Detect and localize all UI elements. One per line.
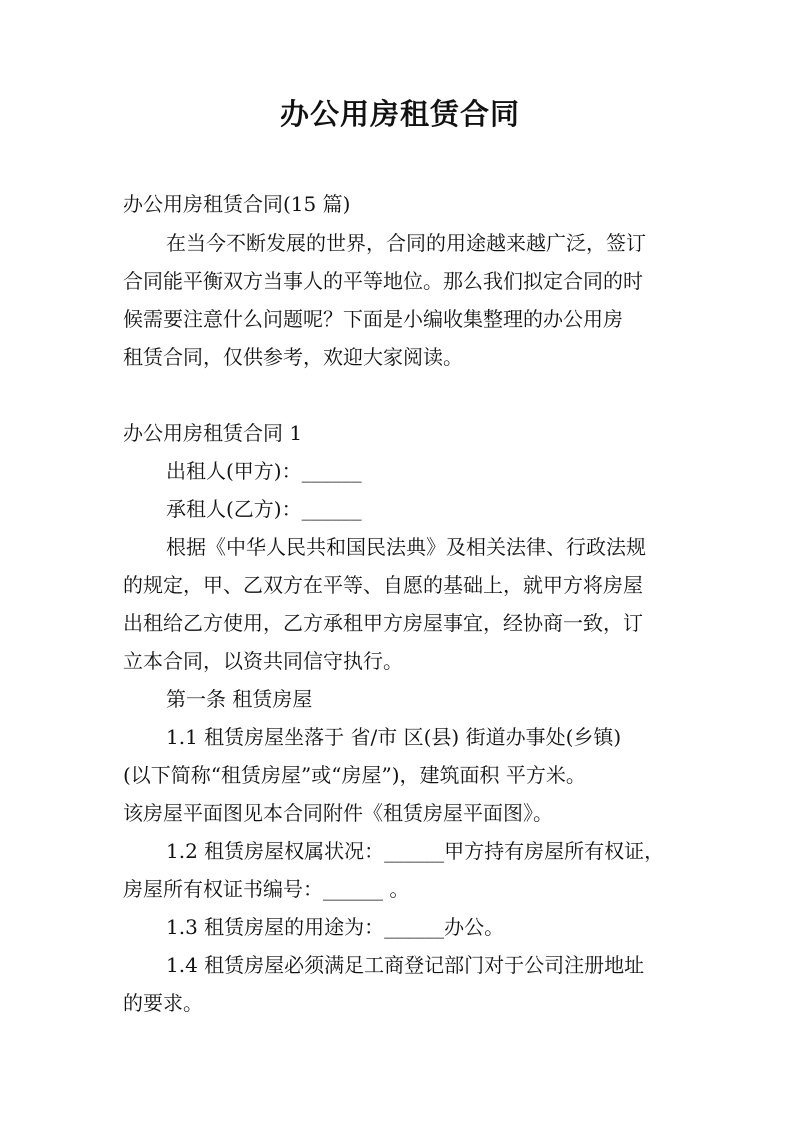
clause-line: 该房屋平面图见本合同附件《租赁房屋平面图》。 <box>123 801 553 825</box>
clause-line: 房屋所有权证书编号：______ 。 <box>123 877 410 901</box>
clause-line: 1.2 租赁房屋权属状况：______甲方持有房屋所有权证， <box>166 839 665 863</box>
lessee-line: 承租人(乙方)：______ <box>166 497 362 521</box>
preamble-line: 的规定，甲、乙双方在平等、自愿的基础上，就甲方将房屋 <box>123 573 643 597</box>
article-title: 第一条 租赁房屋 <box>166 687 313 711</box>
preamble-line: 出租给乙方使用，乙方承租甲方房屋事宜，经协商一致，订 <box>123 611 643 635</box>
clause-line: 1.3 租赁房屋的用途为：______办公。 <box>166 915 505 939</box>
clause-line: 1.1 租赁房屋坐落于 省/市 区(县) 街道办事处(乡镇) <box>166 725 622 749</box>
clause-line: (以下简称“租赁房屋”或“房屋”)，建筑面积 平方米。 <box>123 763 586 787</box>
clause-line: 的要求。 <box>123 991 203 1015</box>
section-title: 办公用房租赁合同 1 <box>123 421 303 445</box>
preamble-line: 立本合同，以资共同信守执行。 <box>123 649 403 673</box>
intro-line: 租赁合同，仅供参考，欢迎大家阅读。 <box>123 345 463 369</box>
lessor-line: 出租人(甲方)：______ <box>166 459 362 483</box>
intro-line: 在当今不断发展的世界，合同的用途越来越广泛，签订 <box>166 231 646 255</box>
intro-line: 候需要注意什么问题呢？下面是小编收集整理的办公用房 <box>123 307 623 331</box>
document-subtitle: 办公用房租赁合同(15 篇) <box>123 192 351 216</box>
intro-line: 合同能平衡双方当事人的平等地位。那么我们拟定合同的时 <box>123 269 643 293</box>
document-title: 办公用房租赁合同 <box>279 97 520 131</box>
clause-line: 1.4 租赁房屋必须满足工商登记部门对于公司注册地址 <box>166 953 645 977</box>
preamble-line: 根据《中华人民共和国民法典》及相关法律、行政法规 <box>166 535 646 559</box>
